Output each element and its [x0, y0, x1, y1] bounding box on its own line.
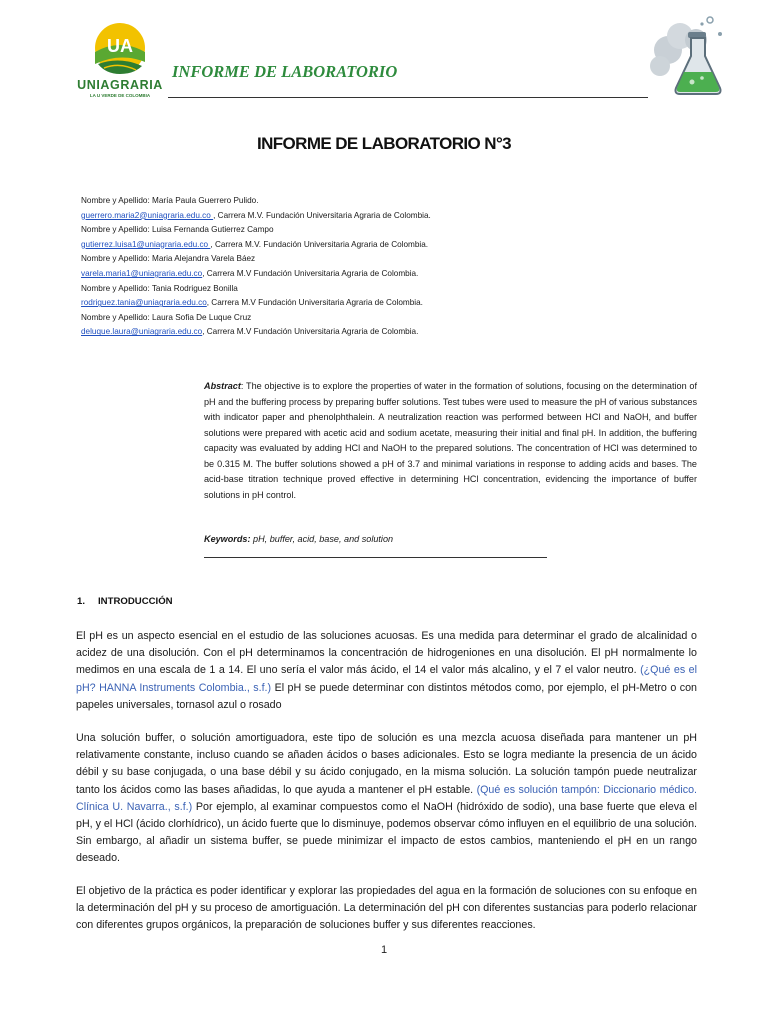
page-number: 1: [380, 944, 388, 956]
citation-link[interactable]: (Qué es solución tampón: Diccionario médico. Clínica U. Navarra., s.f.): [76, 783, 697, 813]
abstract-text: : The objective is to explore the properties of water in the formation of solutions, focusing on the determination of pH and the buffering process by preparing buffer solutions. Test tubes were used to measure the pH of various substances with indicator paper and phenolphthalein. A neutralization reaction was performed between HCl and NaOH, and buffer solutions were prepared with acetic acid and sodium acetate, measuring their initial and final pH. In addition, the buffering capacity was evaluated by adding HCl and NaOH to the prepared solutions. The concentration of HCl was determined to be 0.315 M. The buffer solutions showed a pH of 3.7 and minimal variations in response to adding acids and bases. The acid-base titration technique proved effective in determining HCl concentration, evidencing the importance of buffer solutions in pH control.: [204, 381, 697, 500]
section-number: 1.: [77, 596, 86, 607]
paragraph: [76, 730, 697, 868]
section-title: INTRODUCCIÓN: [98, 596, 173, 607]
logo-initials: UA: [107, 36, 133, 56]
author-affiliation: , Carrera M.V Fundación Universitaria Agraria de Colombia.: [206, 298, 423, 308]
author-affiliation: , Carrera M.V. Fundación Universitaria Agraria de Colombia.: [213, 210, 431, 220]
citation-link[interactable]: (¿Qué es el pH? HANNA Instruments Colombia., s.f.): [76, 664, 697, 694]
abstract-label: Abstract: [204, 381, 241, 391]
author-email-link[interactable]: rodriguez.tania@uniagraria.edu.co: [81, 298, 207, 308]
abstract-divider: [204, 557, 547, 558]
keywords: [204, 534, 393, 544]
author-name: Nombre y Apellido: Tania Rodriguez Bonilla: [81, 283, 238, 293]
author-affiliation: , Carrera M.V Fundación Universitaria Agraria de Colombia.: [202, 327, 419, 337]
keywords-label: Keywords:: [204, 534, 251, 544]
logo-emblem-icon: [74, 22, 166, 82]
author-contact: [81, 238, 681, 253]
author-contact: [81, 325, 681, 340]
author-name: Nombre y Apellido: Maria Alejandra Varela Báez: [81, 254, 256, 264]
document-title: INFORME DE LABORATORIO N°3: [256, 134, 512, 153]
author-email-link[interactable]: deluque.laura@uniagraria.edu.co: [81, 327, 203, 337]
paragraph-text: Por ejemplo, al examinar compuestos como el NaOH (hidróxido de sodio), una base fuerte que eleva el pH, y el HCl (ácido clorhídrico), un ácido fuerte que lo disminuye, podemos observar cómo influyen en el equilibrio de una solución. Sin embargo, al añadir un sistema buffer, se puede minimizar el impacto de estos cambios, manteniendo el pH en un rango deseado.: [76, 800, 697, 865]
author-name: Nombre y Apellido: Luisa Fernanda Gutierrez Campo: [81, 225, 274, 235]
logo-tagline: LA U VERDE DE COLOMBIA: [89, 93, 151, 98]
author-name: Nombre y Apellido: Laura Sofia De Luque Cruz: [81, 312, 252, 322]
paragraph: [76, 628, 697, 714]
author-affiliation: , Carrera M.V. Fundación Universitaria Agraria de Colombia.: [210, 239, 429, 249]
author-contact: [81, 209, 681, 224]
author-list: [81, 194, 681, 340]
author-contact: [81, 267, 681, 282]
section-heading: [77, 596, 173, 607]
author-email-link[interactable]: guerrero.maria2@uniagraria.edu.co: [81, 210, 214, 220]
abstract: [204, 379, 697, 503]
paragraph-text: El pH se puede determinar con distintos métodos como, por ejemplo, el pH-Metro o con papeles universales, tornasol azul o rosado: [76, 681, 697, 711]
author-affiliation: , Carrera M.V Fundación Universitaria Agraria de Colombia.: [202, 268, 419, 278]
lab-flask-icon: [640, 10, 732, 102]
keywords-text: pH, buffer, acid, base, and solution: [250, 534, 394, 544]
paragraph: El objetivo de la práctica es poder identificar y explorar las propiedades del agua en la formación de soluciones con su enfoque en la determinación del pH y su proceso de amortiguación. La determinación del pH con diferentes sustancias para poderlo relacionar con diferentes grupos orgánicos, la preparación de soluciones buffer y sus diferentes reacciones.: [76, 885, 697, 932]
header-title: INFORME DE LABORATORIO: [172, 62, 398, 81]
paragraph-text: Una solución buffer, o solución amortiguadora, este tipo de solución es una mezcla acuosa diseñada para mantener un pH relativamente constante, incluso cuando se añaden ácidos o bases adicionales. Esto se logra mediante la presencia de un ácido débil y su base conjugada, o una base débil y su ácido conjugado, en la misma solución. La solución tampón puede neutralizar tanto los ácidos como las bases añadidas, lo que ayuda a mantener el pH estable.: [76, 732, 697, 796]
author-name: Nombre y Apellido: María Paula Guerrero Pulido.: [81, 196, 259, 205]
author-contact: [81, 296, 681, 311]
author-email-link[interactable]: varela.maria1@uniagraria.edu.co: [81, 268, 203, 278]
paragraph-text: El pH es un aspecto esencial en el estudio de las soluciones acuosas. Es una medida para determinar el grado de alcalinidad o acidez de una disolución. Con el pH determinamos la concentración de hidrogeniones en una disolución. El pH normalmente lo medimos en una escala de 1 a 14. El uno sería el valor más ácido, el 14 el valor más alcalino, y el 7 el valor neutro.: [76, 630, 697, 677]
logo-name: UNIAGRARIA: [77, 78, 163, 92]
header-divider: [168, 97, 648, 98]
author-email-link[interactable]: gutierrez.luisa1@uniagraria.edu.co: [81, 239, 211, 249]
